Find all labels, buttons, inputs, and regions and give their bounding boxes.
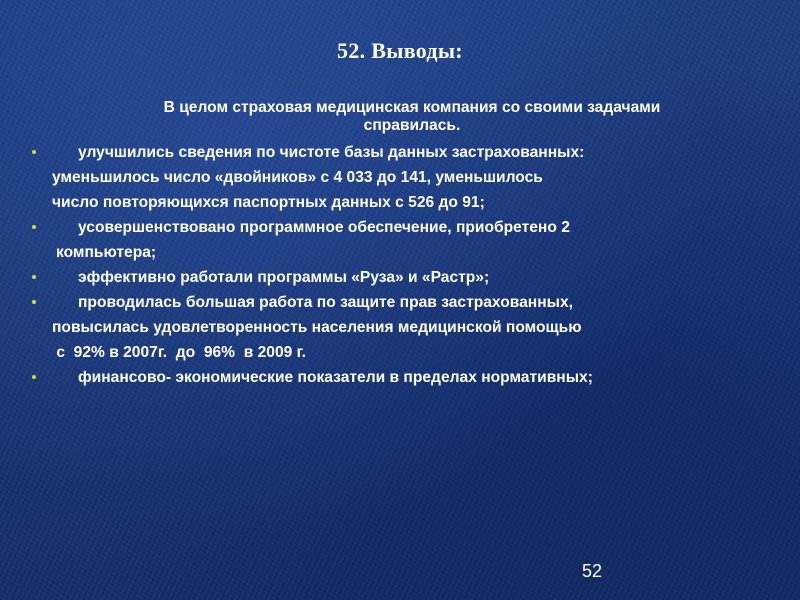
bullet-line: повысилась удовлетворенность населения медицинской помощью [52, 319, 582, 336]
bullet-line: финансово- экономические показатели в пределах нормативных; [78, 369, 593, 386]
bullet-line: усовершенствовано программное обеспечение, приобретено 2 [78, 219, 570, 236]
bullet-line: с 92% в 2007г. до 96% в 2009 г. [52, 344, 306, 361]
bullet-icon [32, 225, 36, 229]
bullet-line: эффективно работали программы «Руза» и «Растр»; [78, 269, 490, 286]
intro-paragraph [32, 99, 752, 135]
bullet-item [32, 215, 752, 265]
intro-line: В целом страховая медицинская компания со своими задачами [163, 99, 661, 116]
bullet-icon [32, 300, 36, 304]
slide-title: 52. Выводы: [337, 38, 463, 63]
page-number: 52 [582, 561, 603, 581]
bullet-icon [32, 375, 36, 379]
bullet-item [32, 140, 752, 215]
bullet-line: проводилась большая работа по защите прав застрахованных, [78, 294, 573, 311]
bullet-item [32, 290, 752, 365]
bullet-line: компьютера; [56, 244, 157, 261]
bullet-line: улучшились сведения по чистоте базы данных застрахованных: [78, 144, 585, 161]
intro-line: справилась. [363, 117, 461, 134]
bullet-icon [32, 150, 36, 154]
bullet-icon [32, 275, 36, 279]
bullet-item [32, 265, 752, 290]
slide-body [32, 99, 752, 390]
bullet-line: число повторяющихся паспортных данных с 526 до 91; [52, 194, 485, 211]
bullet-item [32, 365, 752, 390]
bullet-line: уменьшилось число «двойников» с 4 033 до 141, уменьшилось [52, 169, 543, 186]
